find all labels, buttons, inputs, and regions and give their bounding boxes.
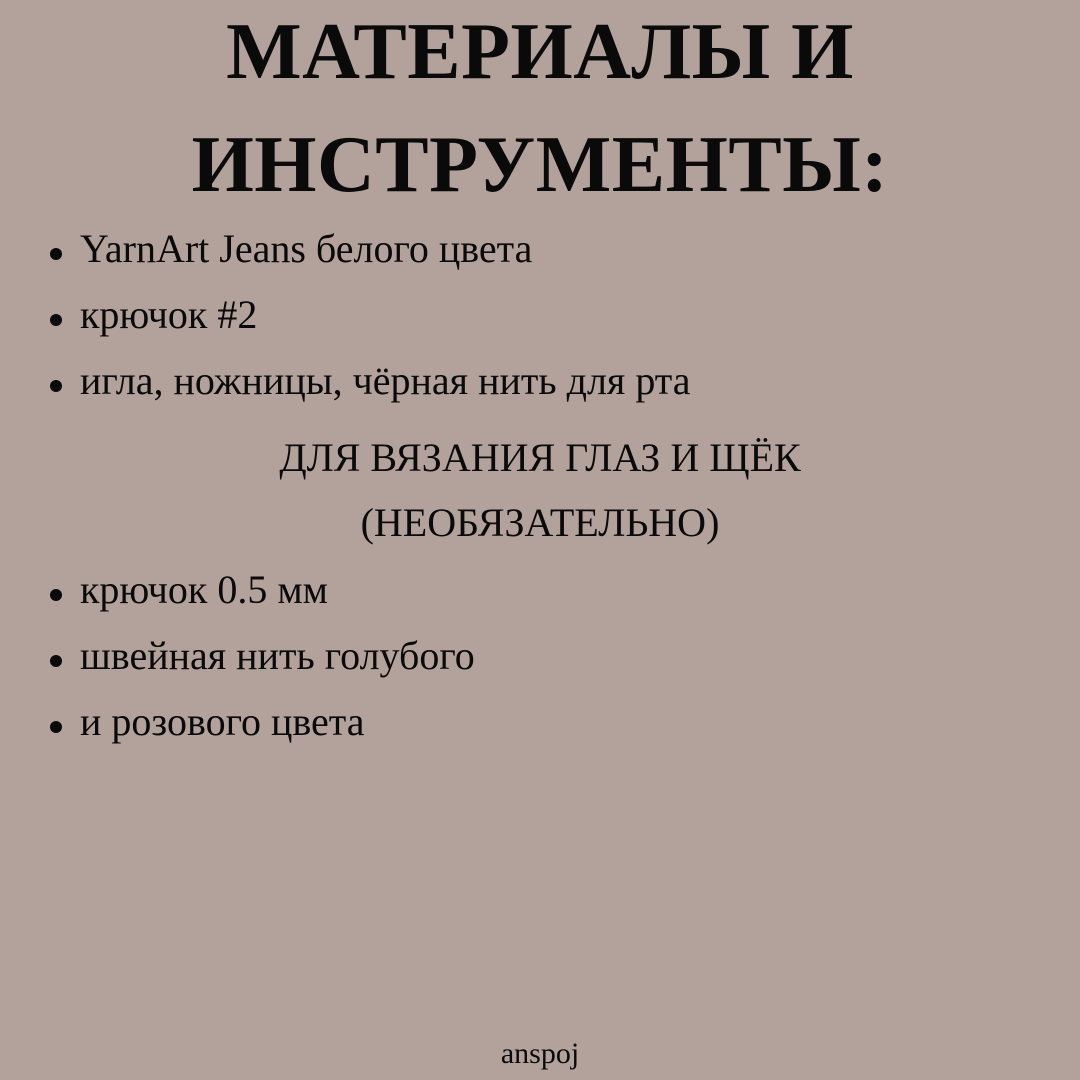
materials-list xyxy=(48,226,691,427)
optional-section-heading-line-2: (НЕОБЯЗАТЕЛЬНО) xyxy=(360,500,720,545)
bullet-icon xyxy=(50,721,62,733)
list-item xyxy=(48,699,475,768)
bullet-icon xyxy=(50,589,62,601)
list-item-text: игла, ножницы, чёрная нить для рта xyxy=(80,358,691,403)
list-item xyxy=(48,292,691,361)
list-item-text: и розового цвета xyxy=(80,699,365,744)
list-item xyxy=(48,358,691,427)
bullet-icon xyxy=(50,655,62,667)
bullet-icon xyxy=(50,380,62,392)
bullet-icon xyxy=(50,314,62,326)
list-item-text: швейная нить голубого xyxy=(80,633,475,678)
list-item xyxy=(48,226,691,295)
page-title-line-2: ИНСТРУМЕНТЫ: xyxy=(191,121,889,209)
author-signature: anspoj xyxy=(500,1037,580,1070)
bullet-icon xyxy=(50,248,62,260)
page-title-line-1: МАТЕРИАЛЫ И xyxy=(226,8,854,96)
list-item-text: крючок 0.5 мм xyxy=(80,567,328,612)
list-item-text: крючок #2 xyxy=(80,292,258,337)
list-item xyxy=(48,633,475,702)
list-item xyxy=(48,567,475,636)
optional-materials-list xyxy=(48,567,475,768)
list-item-text: YarnArt Jeans белого цвета xyxy=(80,226,533,271)
optional-section-heading-line-1: ДЛЯ ВЯЗАНИЯ ГЛАЗ И ЩЁК xyxy=(279,435,801,480)
